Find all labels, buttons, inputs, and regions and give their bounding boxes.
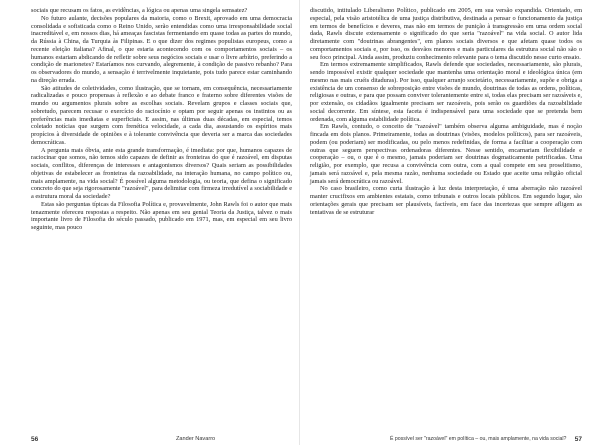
paragraph: Em Rawls, contudo, o conceito de "razoável" também observa alguma ambiguidade, mas é noção fincada em dois planos. Primeiramente, todas as doutrinas (visões, modelos políticos), para ser razoáveis, podem (ou poderiam) ser modificadas, ou pelo menos redefinidas, de forma a facilitar a cooperação com outras que seguem perspectivas ordenadoras diferentes. Nesse sentido, encarnariam flexibilidade e cooperação – ou, o que é o mesmo, jamais poderiam ser doutrinas dogmaticamente petrificadas. Uma religião, por exemplo, que recusa a convivência com outra, com a qual compete em seu proselitismo, jamais será razoável e, pela mesma razão, nenhuma sociedade ou Estado que aceite uma religião oficial jamais será democrática ou razoável.: [310, 123, 582, 185]
paragraph: No futuro aulante, decisões populares da maioria, como o Brexit, aprovado em uma democracia consolidada e sofisticada como o Reino Unido, serão entendidas como uma irresponsabilidade social inacreditável e, em nossos dias, há ameaças fascistas fermentando em quase todas as partes do mundo, da Rússia à China, da Turquia às Filipinas. E o que dizer dos regimes populistas europeus, como a recente eleição italiana? Afinal, o que estaria acontecendo com os comportamentos sociais – os humanos estariam abdicando de refletir sobre seus negócios sociais e usar o livre arbítrio, preferindo a condição de marionetes? Estaríamos nos curvando, alegremente, à condição de passivo rebanho? Para os observadores do mundo, a sensação é terrivelmente inquietante, pois tudo parece estar caminhando na direção errada.: [31, 14, 292, 84]
page-number: 56: [31, 436, 39, 443]
paragraph: A pergunta mais óbvia, ante esta grande transformação, é imediata: por que, humanos capazes de raciocinar que somos, não temos sido capazes de definir as fronteiras do que é razoável, em disputas sociais, conflitos, diferenças de interesses e antagonismos diversos? Quais seriam as possibilidades objetivas de estabelecer as fronteiras da razoabilidade, na interação humana, no campo político ou, mais amplamente, na vida social? É possível alguma metodologia, ou teoria, que defina o significado concreto do que seja rigorosamente "razoável", para delimitar com firmeza irredutível a sociabilidade e a estrutura moral da sociedade?: [31, 146, 292, 200]
paragraph: discutido, intitulado Liberalismo Político, publicado em 2005, em sua versão expandida. Orientado, em especial, pela visão aristotélica de uma justiça distributiva, destinada a pensar o funcionamento da justiça em termos de benefícios e deveres, mas não em termos de punição à transgressão em uma ordem social dada, Rawls discute extensamente o significado do que seria "razoável" na vida social. O autor lida diretamente com "doutrinas abrangentes", em planos sociais diversos e que afetam quase todos os comportamentos sociais e, por isso, os desvãos menores e mais particulares da estrutura social não são o seu foco principal. Ainda assim, produziu conhecimento relevante para o tema discutido nesse curto ensaio.: [310, 7, 582, 61]
running-head-author: Zander Navarro: [176, 436, 216, 442]
right-page: [300, 0, 600, 445]
paragraph: Em termos extremamente simplificados, Rawls defende que sociedades, necessariamente, são plurais, sendo impossível existir qualquer sociedade que mantenha uma orientação moral e ideológica única (em mesmo nas mais cruéis ditaduras). Por isso, qualquer arranjo societário, necessariamente, supõe e obriga a existência de um consenso de sobreposição entre visões de mundo, doutrinas de todas as ordens, políticas, religiosas e outras, e para que possam conviver tolerantemente entre si, todas elas precisam ser razoáveis e, por extensão, os cidadãos igualmente precisam ser razoáveis, pois serão os guardiões da razoabilidade social decorrente. Em síntese, esta faceta é indispensável para uma sociedade que se pretenda bem ordenada, com alguma estabilidade política.: [310, 61, 582, 123]
left-text-column: [31, 7, 292, 232]
right-text-column: [310, 7, 582, 216]
running-head-title: É possível ser "razoável" em política – ou, mais amplamente, na vida social?: [390, 436, 567, 442]
paragraph: Estas são perguntas típicas da Filosofia Política e, provavelmente, John Rawls foi o autor que mais tenazmente ofereceu respostas a respeito. Não apenas em seu genial Teoria da Justiça, talvez o mais importante livro de Filosofia do século passado, publicado em 1971, mas, em especial em seu livro seguinte, mas pouco: [31, 200, 292, 231]
paragraph: No caso brasileiro, como curta ilustração à luz desta interpretação, é uma aberração não razoável manter crucifixos em ambientes estatais, como tribunais e outros locais públicos. Em segundo lugar, são orientações gerais que precisam ser plausíveis, factíveis, em face das incertezas que sempre afligem as tentativas de se estruturar: [310, 185, 582, 216]
paragraph: São atitudes de coletividades, como ilustração, que se tornam, em consequência, necessariamente radicalizadas e pouco propensas à reflexão e ao debate franco e fraterno sobre diferentes visões de mundo ou argumentos plurais sobre as escolhas sociais. Revelam grupos e classes sociais que, sobretudo, parecem recusar o exercício do raciocínio e optam por seguir apenas os instintos ou as preferências mais imediatas e superficiais. E assim, nas últimas duas décadas, em especial, temos coletado notícias que surgem com frenética velocidade, a cada dia, assustando os espíritos mais propícios à diversidade de opiniões e à tolerante convivência que deveria ser a marca das sociedades democráticas.: [31, 84, 292, 146]
page-number: 57: [574, 436, 582, 443]
paragraph: sociais que recusam os fatos, as evidências, a lógica ou apenas uma singela semsatez?: [31, 7, 248, 14]
